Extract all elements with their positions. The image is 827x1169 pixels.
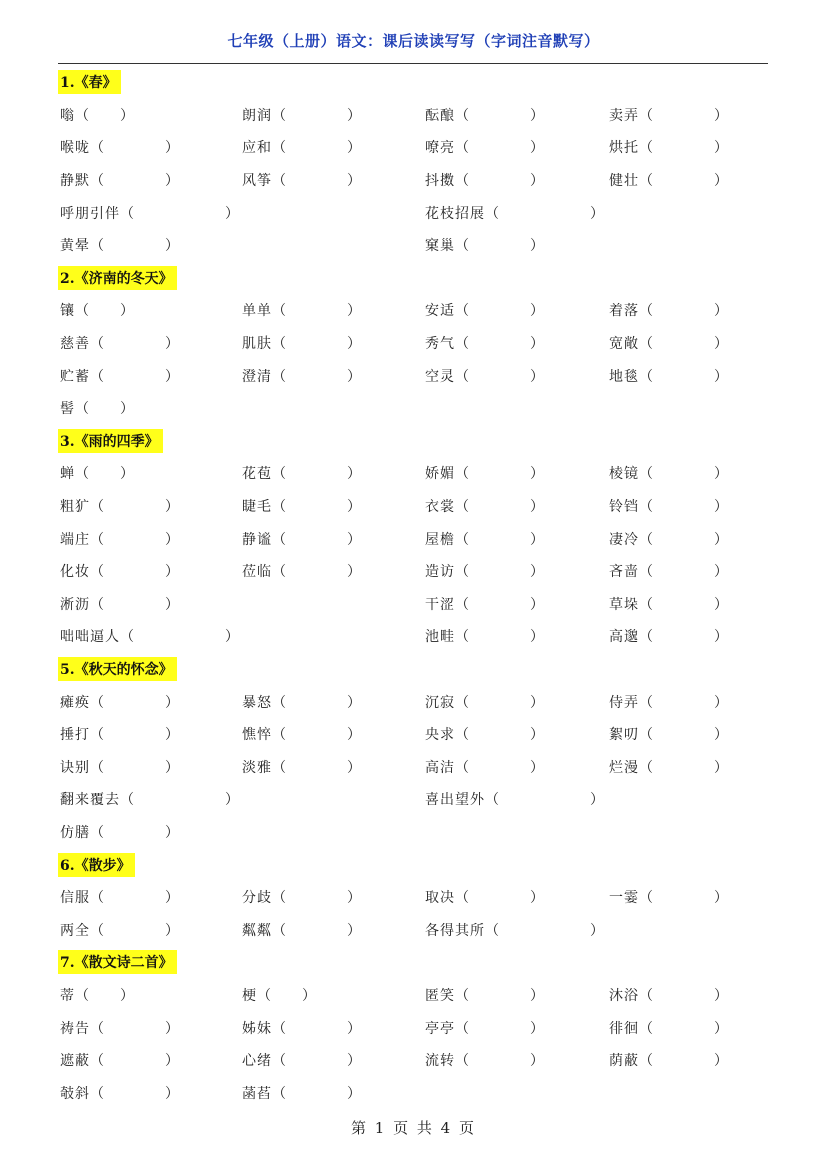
vocab-item: 草垛（ ） xyxy=(609,596,729,613)
vocab-row xyxy=(58,392,768,425)
vocab-item: 粗犷（ ） xyxy=(60,499,180,516)
vocab-item: 空灵（ ） xyxy=(425,368,545,385)
vocab-item: 匿笑（ ） xyxy=(425,987,545,1004)
vocab-item: 菡萏（ ） xyxy=(242,1085,362,1102)
vocab-row xyxy=(58,979,768,1012)
section-title xyxy=(58,66,768,99)
vocab-row xyxy=(58,1076,768,1109)
vocab-item: 端庄（ ） xyxy=(60,531,180,548)
vocab-item: 亭亭（ ） xyxy=(425,1020,545,1037)
vocab-row xyxy=(58,913,768,946)
vocab-item: 央求（ ） xyxy=(425,727,545,744)
vocab-item: 衣裳（ ） xyxy=(425,499,545,516)
vocab-item: 花苞（ ） xyxy=(242,466,362,483)
vocab-item: 睫毛（ ） xyxy=(242,499,362,516)
vocab-item: 喜出望外（ ） xyxy=(425,792,605,809)
section-title-label: 2.《济南的冬天》 xyxy=(58,266,177,290)
section-title xyxy=(58,653,768,686)
vocab-item: 镶（ ） xyxy=(60,303,135,320)
vocab-row xyxy=(58,816,768,849)
vocab-item: 取决（ ） xyxy=(425,890,545,907)
vocab-item: 仿膳（ ） xyxy=(60,824,180,841)
vocab-item: 安适（ ） xyxy=(425,303,545,320)
vocab-item: 憔悴（ ） xyxy=(242,727,362,744)
section-title-label: 3.《雨的四季》 xyxy=(58,429,163,453)
vocab-item: 澄清（ ） xyxy=(242,368,362,385)
vocab-item: 各得其所（ ） xyxy=(425,922,605,939)
vocab-item: 酝酿（ ） xyxy=(425,107,545,124)
vocab-row xyxy=(58,588,768,621)
vocab-row xyxy=(58,783,768,816)
section-title xyxy=(58,425,768,458)
vocab-item: 黄晕（ ） xyxy=(60,238,180,255)
vocab-item: 池畦（ ） xyxy=(425,629,545,646)
vocab-row xyxy=(58,164,768,197)
vocab-row xyxy=(58,490,768,523)
vocab-item: 贮蓄（ ） xyxy=(60,368,180,385)
vocab-item: 徘徊（ ） xyxy=(609,1020,729,1037)
vocab-item: 屋檐（ ） xyxy=(425,531,545,548)
vocab-item: 宽敞（ ） xyxy=(609,336,729,353)
vocab-item: 暴怒（ ） xyxy=(242,694,362,711)
vocab-item: 梗（ ） xyxy=(242,987,317,1004)
vocab-item: 烂漫（ ） xyxy=(609,759,729,776)
vocab-item: 心绪（ ） xyxy=(242,1053,362,1070)
vocab-item: 侍弄（ ） xyxy=(609,694,729,711)
vocab-item: 卖弄（ ） xyxy=(609,107,729,124)
vocab-row xyxy=(58,131,768,164)
vocab-item: 粼粼（ ） xyxy=(242,922,362,939)
vocab-row xyxy=(58,881,768,914)
vocab-item: 咄咄逼人（ ） xyxy=(60,629,240,646)
section-title xyxy=(58,262,768,295)
vocab-item: 单单（ ） xyxy=(242,303,362,320)
vocab-row xyxy=(58,196,768,229)
vocab-item: 秀气（ ） xyxy=(425,336,545,353)
vocab-item: 凄冷（ ） xyxy=(609,531,729,548)
vocab-item: 荫蔽（ ） xyxy=(609,1053,729,1070)
vocab-item: 淡雅（ ） xyxy=(242,759,362,776)
vocab-item: 干涩（ ） xyxy=(425,596,545,613)
vocab-item: 姊妹（ ） xyxy=(242,1020,362,1037)
vocab-item: 捶打（ ） xyxy=(60,727,180,744)
vocab-item: 抖擞（ ） xyxy=(425,173,545,190)
vocab-item: 翻来覆去（ ） xyxy=(60,792,240,809)
vocab-item: 喉咙（ ） xyxy=(60,140,180,157)
vocab-row xyxy=(58,457,768,490)
vocab-row xyxy=(58,99,768,132)
vocab-item: 两全（ ） xyxy=(60,922,180,939)
vocab-item: 呼朋引伴（ ） xyxy=(60,205,240,222)
vocab-item: 蒂（ ） xyxy=(60,987,135,1004)
vocab-item: 流转（ ） xyxy=(425,1053,545,1070)
vocab-item: 遮蔽（ ） xyxy=(60,1053,180,1070)
header-divider xyxy=(58,63,768,64)
worksheet-body xyxy=(58,66,768,1109)
vocab-item: 嗡（ ） xyxy=(60,107,135,124)
vocab-item: 髻（ ） xyxy=(60,401,135,418)
vocab-item: 祷告（ ） xyxy=(60,1020,180,1037)
vocab-item: 应和（ ） xyxy=(242,140,362,157)
vocab-item: 窠巢（ ） xyxy=(425,238,545,255)
vocab-row xyxy=(58,685,768,718)
vocab-item: 高洁（ ） xyxy=(425,759,545,776)
vocab-row xyxy=(58,327,768,360)
vocab-item: 吝啬（ ） xyxy=(609,564,729,581)
vocab-item: 嘹亮（ ） xyxy=(425,140,545,157)
vocab-item: 烘托（ ） xyxy=(609,140,729,157)
vocab-item: 着落（ ） xyxy=(609,303,729,320)
vocab-row xyxy=(58,522,768,555)
vocab-row xyxy=(58,620,768,653)
vocab-item: 静谧（ ） xyxy=(242,531,362,548)
vocab-item: 攲斜（ ） xyxy=(60,1085,180,1102)
vocab-row xyxy=(58,1044,768,1077)
vocab-item: 絮叨（ ） xyxy=(609,727,729,744)
vocab-item: 静默（ ） xyxy=(60,173,180,190)
section-title-label: 7.《散文诗二首》 xyxy=(58,950,177,974)
vocab-row xyxy=(58,229,768,262)
vocab-item: 莅临（ ） xyxy=(242,564,362,581)
vocab-item: 一霎（ ） xyxy=(609,890,729,907)
vocab-item: 化妆（ ） xyxy=(60,564,180,581)
section-title-label: 6.《散步》 xyxy=(58,853,135,877)
vocab-row xyxy=(58,555,768,588)
section-title-label: 5.《秋天的怀念》 xyxy=(58,657,177,681)
vocab-item: 健壮（ ） xyxy=(609,173,729,190)
vocab-row xyxy=(58,359,768,392)
vocab-item: 娇媚（ ） xyxy=(425,466,545,483)
vocab-item: 花枝招展（ ） xyxy=(425,205,605,222)
vocab-item: 朗润（ ） xyxy=(242,107,362,124)
vocab-item: 分歧（ ） xyxy=(242,890,362,907)
vocab-item: 铃铛（ ） xyxy=(609,499,729,516)
document-title: 七年级（上册）语文：课后读读写写（字词注音默写） xyxy=(227,32,600,50)
vocab-item: 棱镜（ ） xyxy=(609,466,729,483)
vocab-item: 沉寂（ ） xyxy=(425,694,545,711)
section-title xyxy=(58,946,768,979)
page-footer: 第 1 页 共 4 页 xyxy=(351,1119,476,1137)
vocab-row xyxy=(58,294,768,327)
vocab-item: 风筝（ ） xyxy=(242,173,362,190)
section-title-label: 1.《春》 xyxy=(58,70,121,94)
vocab-row xyxy=(58,718,768,751)
vocab-item: 信服（ ） xyxy=(60,890,180,907)
vocab-item: 蝉（ ） xyxy=(60,466,135,483)
vocab-item: 造访（ ） xyxy=(425,564,545,581)
vocab-item: 肌肤（ ） xyxy=(242,336,362,353)
vocab-item: 淅沥（ ） xyxy=(60,596,180,613)
vocab-item: 沐浴（ ） xyxy=(609,987,729,1004)
vocab-row xyxy=(58,1011,768,1044)
section-title xyxy=(58,848,768,881)
vocab-item: 高邈（ ） xyxy=(609,629,729,646)
vocab-item: 慈善（ ） xyxy=(60,336,180,353)
vocab-row xyxy=(58,750,768,783)
vocab-item: 诀别（ ） xyxy=(60,759,180,776)
vocab-item: 瘫痪（ ） xyxy=(60,694,180,711)
vocab-item: 地毯（ ） xyxy=(609,368,729,385)
